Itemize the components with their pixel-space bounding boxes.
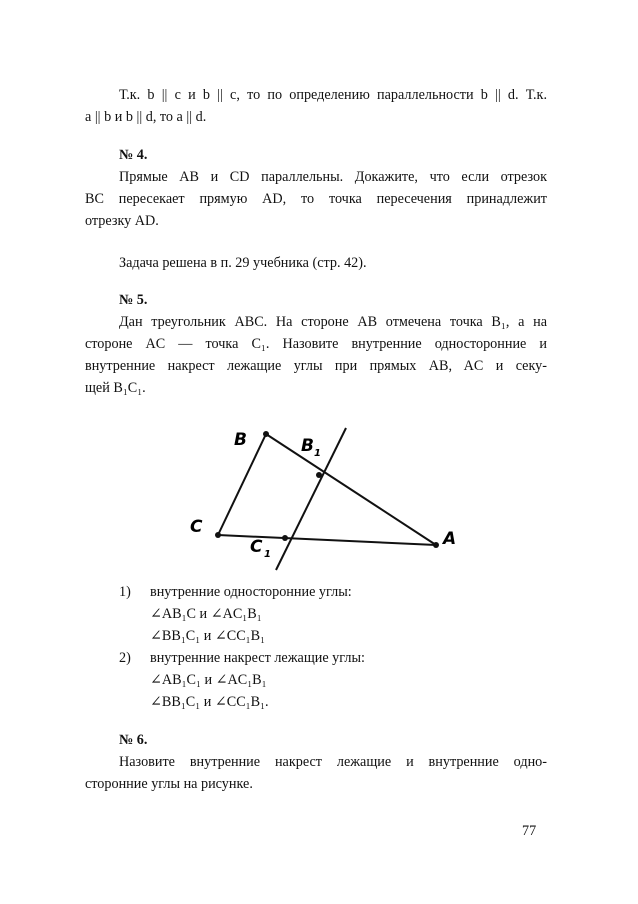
answer1-number: 1)	[119, 584, 131, 600]
task5-title: № 5.	[119, 292, 148, 308]
label-b1-sub: 1	[314, 448, 321, 459]
task6-line2: сторонние углы на рисунке.	[85, 776, 253, 792]
point-c1	[282, 535, 288, 541]
task4-line1: Прямые AB и CD параллельны. Докажите, что если отрезок	[119, 169, 547, 185]
label-b: B	[234, 430, 247, 450]
label-b1: B	[301, 436, 314, 456]
task4-solution: Задача решена в п. 29 учебника (стр. 42).	[119, 255, 367, 271]
triangle-figure	[180, 418, 480, 578]
task4-title: № 4.	[119, 147, 148, 163]
point-b	[263, 431, 269, 437]
label-c1-sub: 1	[264, 549, 271, 560]
answer2-angles-a: ∠AB₁C₁ и ∠AC₁B₁	[150, 672, 267, 688]
label-a: A	[443, 529, 457, 549]
point-c	[215, 532, 221, 538]
answer1-angles-b: ∠BB₁C₁ и ∠CC₁B₁	[150, 628, 266, 644]
task4-line3: отрезку AD.	[85, 213, 159, 229]
label-c: C	[190, 517, 203, 537]
page-number: 77	[522, 823, 537, 839]
point-b1	[316, 472, 322, 478]
task5-line4: щей B₁C₁.	[85, 380, 146, 396]
task6-title: № 6.	[119, 732, 148, 748]
para1-line2: a || b и b || d, то a || d.	[85, 109, 207, 125]
para1-line1: Т.к. b || c и b || c, то по определению параллельности b || d. Т.к.	[119, 87, 547, 103]
task5-line3: внутренние накрест лежащие углы при прямых AB, AC и секу-	[85, 358, 547, 374]
answer1-heading: внутренние односторонние углы:	[150, 584, 352, 600]
task4-line2: BC пересекает прямую AD, то точка пересечения принадлежит	[85, 191, 547, 207]
task6-line1: Назовите внутренние накрест лежащие и внутренние одно-	[119, 754, 547, 770]
task5-line1: Дан треугольник ABC. На стороне AB отмечена точка B₁, а на	[119, 314, 547, 330]
answer2-number: 2)	[119, 650, 131, 666]
answer1-angles-a: ∠AB₁C и ∠AC₁B₁	[150, 606, 262, 622]
label-c1: C	[250, 537, 263, 557]
task5-line2: стороне AC — точка C₁. Назовите внутренние односторонние и	[85, 336, 547, 352]
side-ab	[266, 434, 436, 545]
answer2-heading: внутренние накрест лежащие углы:	[150, 650, 365, 666]
point-a	[433, 542, 439, 548]
answer2-angles-b: ∠BB₁C₁ и ∠CC₁B₁.	[150, 694, 269, 710]
